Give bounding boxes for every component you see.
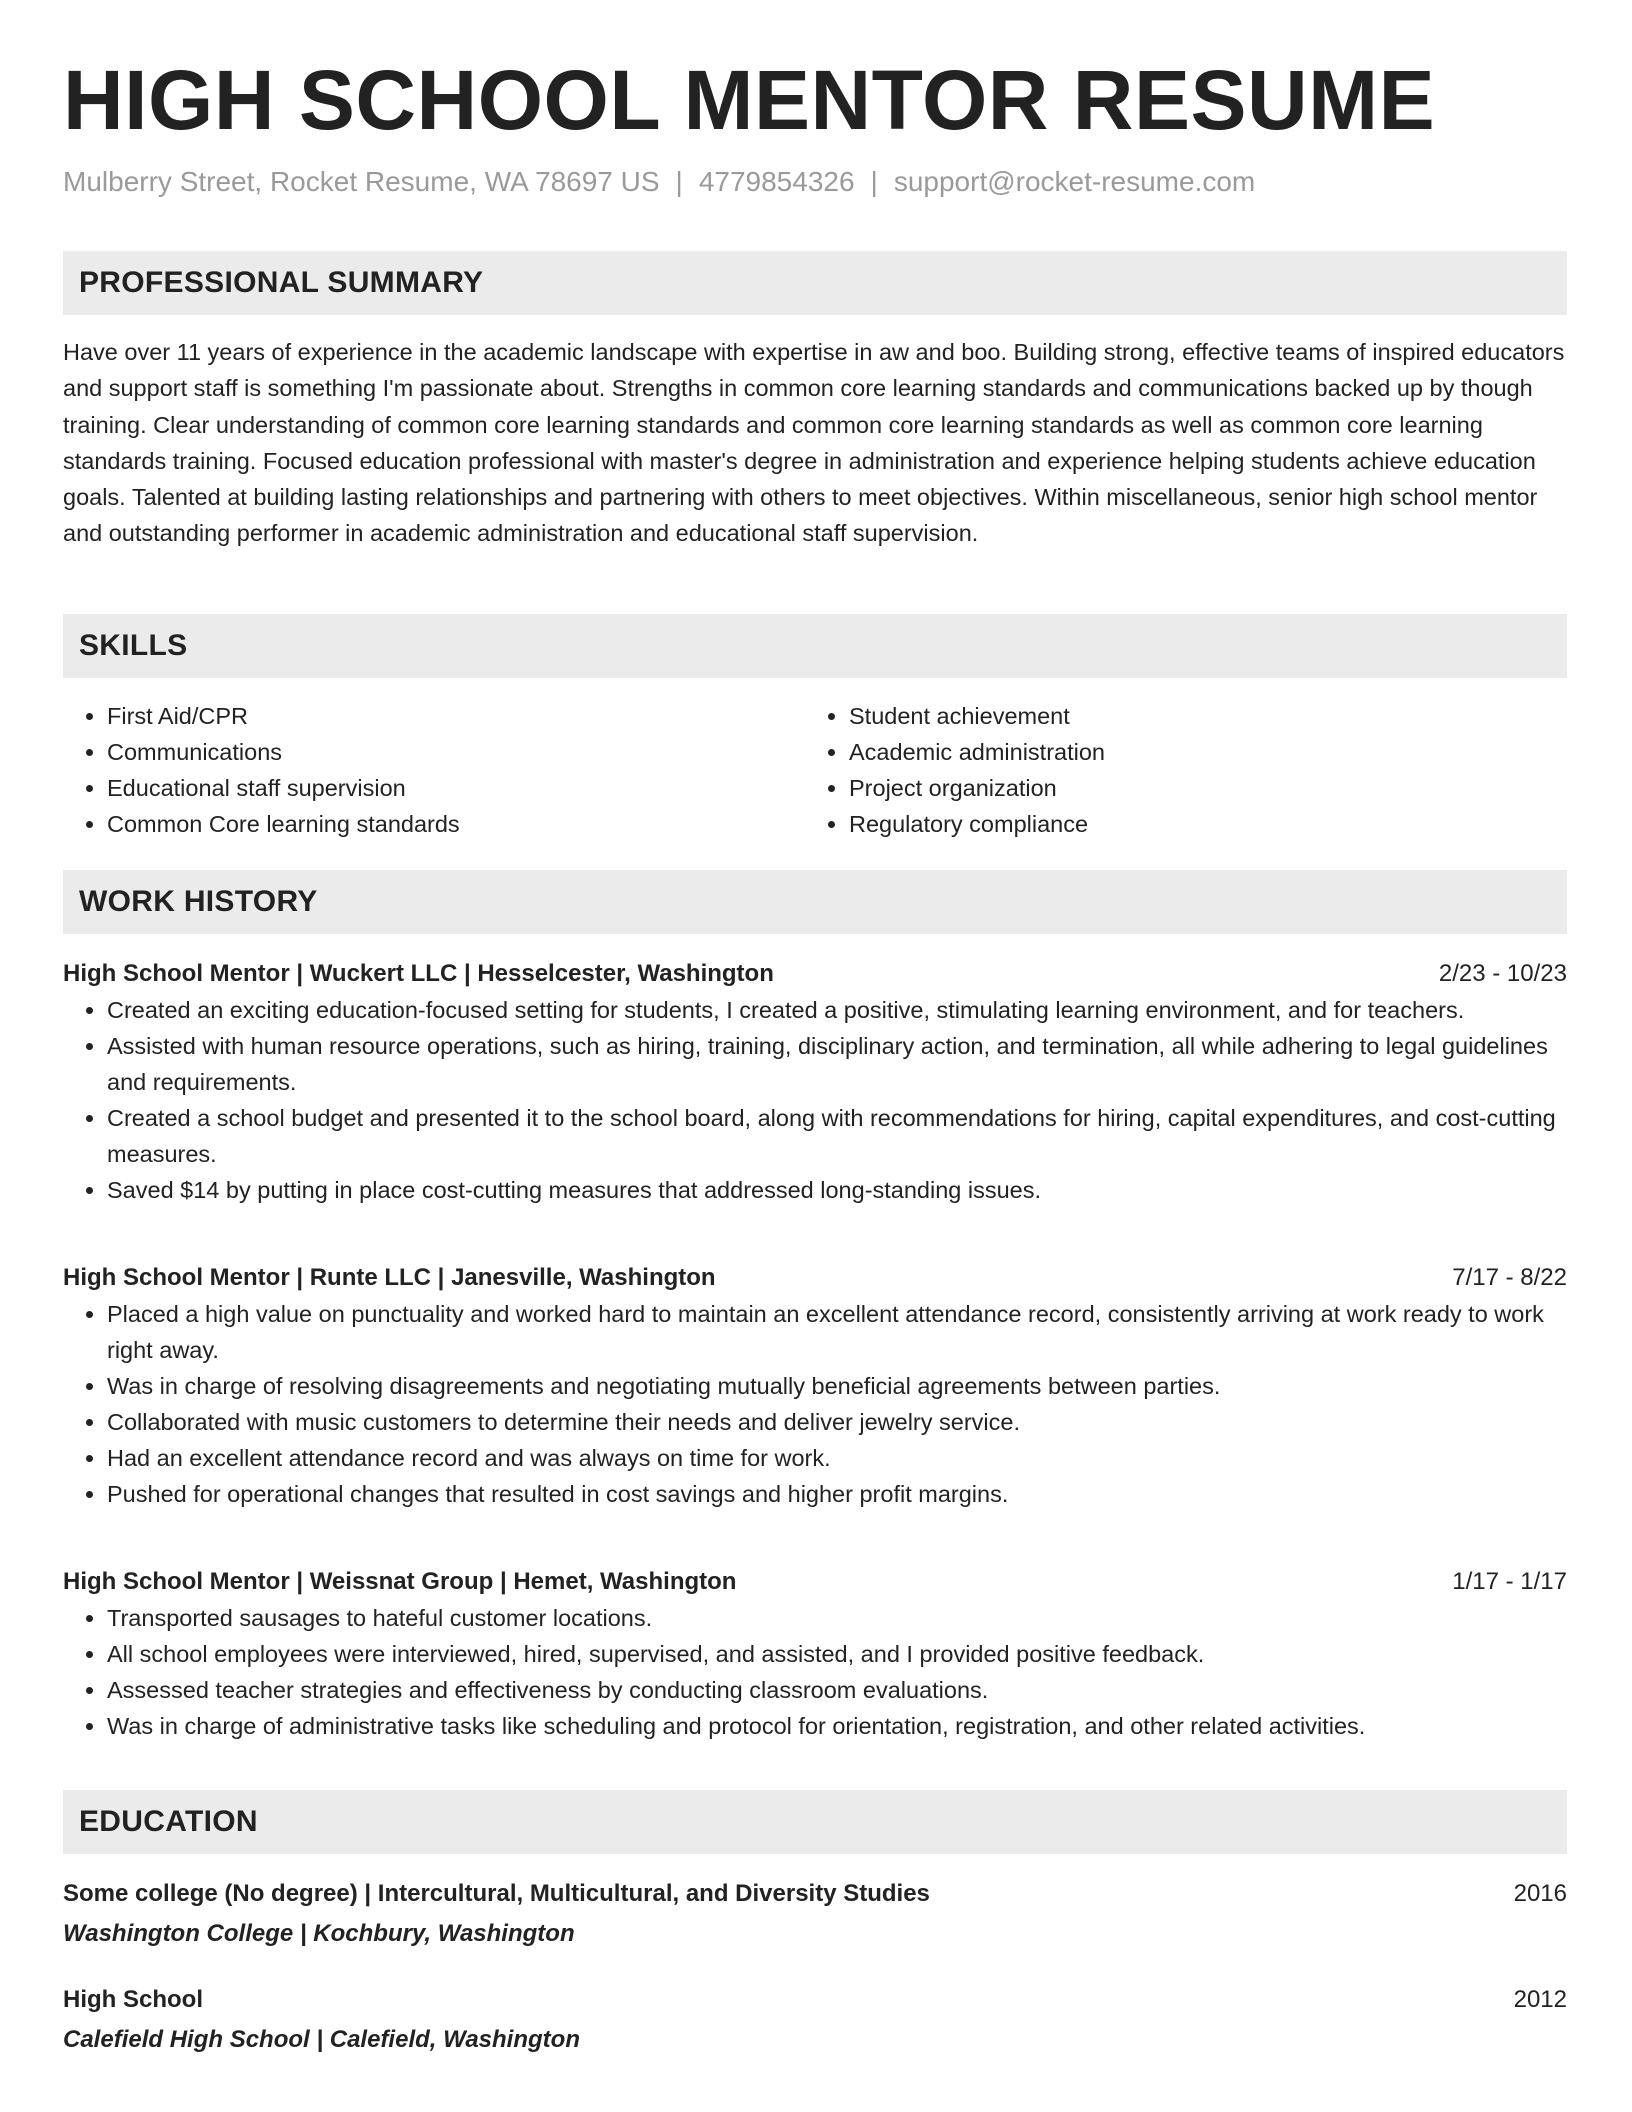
skills-column-left [63, 698, 763, 842]
summary-heading: PROFESSIONAL SUMMARY [79, 266, 484, 299]
skills-list-right [805, 698, 1505, 842]
skills-list-left [63, 698, 763, 842]
job-title: High School Mentor | Weissnat Group | Hemet, Washington [63, 1568, 737, 1595]
job-bullet: • Was in charge of administrative tasks like scheduling and protocol for orientation, registration, and other related activities. [107, 1708, 1567, 1744]
contact-line [63, 168, 1255, 196]
work-heading: WORK HISTORY [79, 885, 318, 918]
job-bullet: • Pushed for operational changes that resulted in cost savings and higher profit margins. [107, 1476, 1567, 1512]
job-bullet: • Created a school budget and presented it to the school board, along with recommendations for hiring, capital expenditures, and cost-cutting measures. [107, 1100, 1567, 1172]
job-bullet: • Transported sausages to hateful customer locations. [107, 1600, 1567, 1636]
education-entry [63, 1982, 1567, 2058]
skill-item: • Educational staff supervision [107, 770, 763, 806]
job-header [63, 1564, 1567, 1600]
job-title: High School Mentor | Runte LLC | Janesville, Washington [63, 1264, 716, 1291]
job-entry [63, 956, 1567, 1208]
skill-item: • Academic administration [849, 734, 1505, 770]
education-degree: High School [63, 1986, 203, 2013]
job-bullet: • Was in charge of resolving disagreements and negotiating mutually beneficial agreements between parties. [107, 1368, 1567, 1404]
skills-section-header [63, 614, 1567, 678]
education-entry [63, 1876, 1567, 1952]
education-school: Calefield High School | Calefield, Washington [63, 2026, 580, 2053]
job-bullet: • Collaborated with music customers to determine their needs and deliver jewelry service. [107, 1404, 1567, 1440]
job-bullet: • Assessed teacher strategies and effectiveness by conducting classroom evaluations. [107, 1672, 1567, 1708]
skill-item: • First Aid/CPR [107, 698, 763, 734]
job-header [63, 956, 1567, 992]
contact-phone: 4779854326 [698, 166, 855, 197]
education-heading: EDUCATION [79, 1805, 258, 1838]
resume-title: HIGH SCHOOL MENTOR RESUME [63, 53, 1436, 147]
education-header [63, 1876, 1567, 1912]
education-year: 2016 [1513, 1880, 1567, 1907]
skill-item: • Project organization [849, 770, 1505, 806]
job-bullet: • Had an excellent attendance record and was always on time for work. [107, 1440, 1567, 1476]
job-bullet: • Placed a high value on punctuality and worked hard to maintain an excellent attendance record, consistently arriving at work ready to work right away. [107, 1296, 1567, 1368]
job-bullets [63, 1600, 1567, 1744]
skills-column-right [805, 698, 1505, 842]
work-section-header [63, 870, 1567, 934]
skill-item: • Common Core learning standards [107, 806, 763, 842]
job-bullet: • Saved $14 by putting in place cost-cutting measures that addressed long-standing issues. [107, 1172, 1567, 1208]
job-dates: 2/23 - 10/23 [1438, 960, 1567, 987]
contact-address: Mulberry Street, Rocket Resume, WA 78697 US [63, 166, 660, 197]
job-entry [63, 1260, 1567, 1512]
skill-item: • Student achievement [849, 698, 1505, 734]
job-dates: 7/17 - 8/22 [1452, 1264, 1567, 1291]
education-degree: Some college (No degree) | Intercultural, Multicultural, and Diversity Studies [63, 1880, 930, 1907]
job-bullets [63, 1296, 1567, 1512]
education-school: Washington College | Kochbury, Washington [63, 1920, 575, 1947]
job-bullets [63, 992, 1567, 1208]
job-title: High School Mentor | Wuckert LLC | Hesselcester, Washington [63, 960, 774, 987]
job-bullet: • Created an exciting education-focused setting for students, I created a positive, stimulating learning environment, and for teachers. [107, 992, 1567, 1028]
job-bullet: • Assisted with human resource operations, such as hiring, training, disciplinary action, and termination, all while adhering to legal guidelines and requirements. [107, 1028, 1567, 1100]
education-header [63, 1982, 1567, 2018]
job-bullet: • All school employees were interviewed, hired, supervised, and assisted, and I provided positive feedback. [107, 1636, 1567, 1672]
contact-separator: | [870, 166, 878, 197]
skills-heading: SKILLS [79, 629, 188, 662]
summary-section-header [63, 251, 1567, 315]
contact-separator: | [675, 166, 683, 197]
skill-item: • Communications [107, 734, 763, 770]
skill-item: • Regulatory compliance [849, 806, 1505, 842]
contact-email[interactable]: support@rocket-resume.com [893, 166, 1256, 197]
job-entry [63, 1564, 1567, 1744]
education-year: 2012 [1513, 1986, 1567, 2013]
summary-text: Have over 11 years of experience in the academic landscape with expertise in aw and boo. Building strong, effective teams of inspired educators and support staff is something I'm passionate about. Strengths in common core learning standards and communications backed up by though training. Clear understanding of common core learning standards and common core learning standards as well as common core learning standards training. Focused education professional with master's degree in administration and experience helping students achieve education goals. Talented at building lasting relationships and partnering with others to meet objectives. Within miscellaneous, senior high school mentor and outstanding performer in academic administration and educational staff supervision. [63, 339, 1565, 547]
education-section-header [63, 1790, 1567, 1854]
job-header [63, 1260, 1567, 1296]
job-dates: 1/17 - 1/17 [1452, 1568, 1567, 1595]
